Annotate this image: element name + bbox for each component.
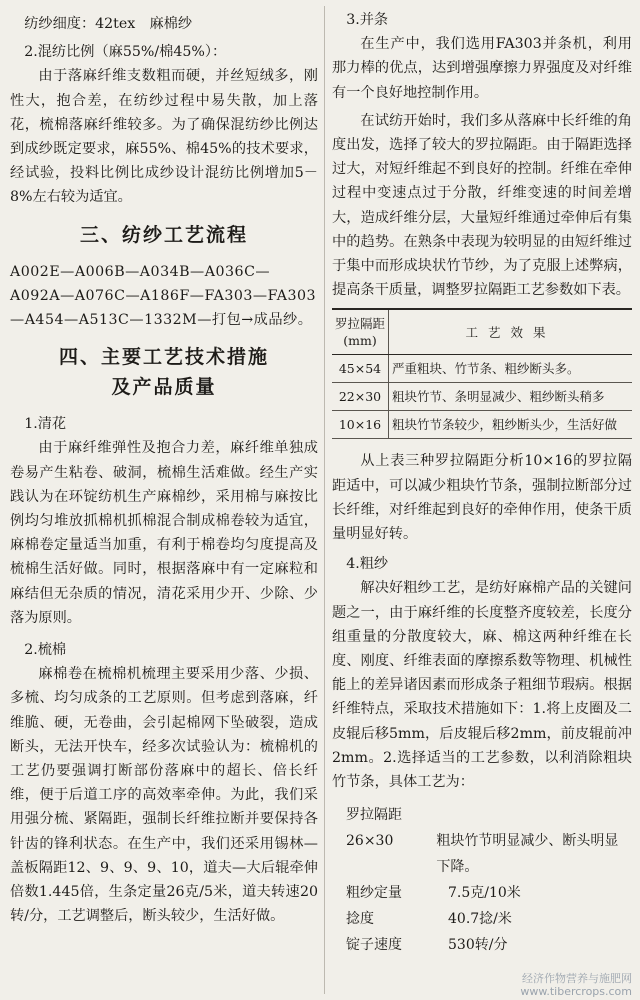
drawing-text-1: 在生产中，我们选用FA303并条机，利用那力棒的优点，达到增强摩擦力界强度及对纤维有一个良好地控制作用。	[332, 36, 632, 101]
param-value: 7.5克/10米	[448, 885, 521, 902]
column-divider	[324, 6, 325, 994]
watermark-title: 经济作物营养与施肥网	[522, 972, 632, 985]
table-row	[332, 383, 632, 411]
param-value: 530转/分	[448, 937, 508, 954]
param-label: 26×30	[346, 833, 394, 850]
param-value: 粗块竹节明显减少、断头明显下降。	[436, 833, 619, 876]
table-cell-gauge: 22×30	[332, 383, 389, 411]
param-label: 罗拉隔距	[346, 807, 402, 824]
roving-text: 解决好粗纱工艺，是纺好麻棉产品的关键问题之一，由于麻纤维的长度整齐度较差，长度分组重量的分散度较大，麻、棉这两种纤维在长度、刚度、纤维表面的摩擦系数等物理、机械性能上的差异诸因素而形成条子粗细节瑕病。根据纤维特点，采取技术措施如下：1.将上皮圈及二皮辊后移5mm，后皮辊后移2mm，前皮辊前冲2mm。2.选择适当的工艺参数，以利消除粗块竹节条，具体工艺为：	[332, 580, 632, 791]
param-row	[332, 802, 632, 828]
drawing-heading: 3.并条	[346, 12, 389, 28]
right-column	[332, 8, 632, 958]
table-cell-gauge: 10×16	[332, 411, 389, 439]
process-flow: A002E—A006B—A034B—A036C—A092A—A076C—A186F—FA303—FA303—A454—A513C—1332M—打包→成品纱。	[10, 263, 317, 329]
watermark-url: www.tibercrops.com	[520, 985, 632, 998]
param-value: 40.7捻/米	[448, 911, 512, 928]
carding-heading: 2.梳棉	[24, 642, 67, 659]
roller-gauge-table	[332, 308, 632, 439]
param-row	[332, 828, 632, 880]
table-header-row	[332, 309, 632, 355]
drawing-text-2: 在试纺开始时，我们多从落麻中长纤维的角度出发，选择了较大的罗拉隔距。由于隔距选择过大，对短纤维起不到良好的控制。纤维在牵伸过程中变速点过于分散，纤维变速的时间差增大，造成纤维分层，大量短纤维通过牵伸后有集中的趋势。在熟条中表现为较明显的由短纤维过于集中而形成块状竹节纱，为了克服上述弊病，提高条干质量，调整罗拉隔距工艺参数如下表。	[332, 112, 632, 299]
table-cell-effect: 粗块竹节、条明显减少、粗纱断头稍多	[389, 383, 633, 411]
carding-text: 麻棉卷在梳棉机梳理主要采用少落、少损、多梳、均匀成条的工艺原则。但考虑到落麻，纤维脆、硬，无卷曲，会引起棉网下坠破裂，造成断头，无法开快车，经多次试验认为：梳棉机的工艺仍要强调打断部份落麻中的超长、倍长纤维，便于后道工序的高效率牵伸。为此，我们采用强分梳、紧隔距，强制长纤维拉断并要保持各针齿的锋利状态。在生产中，我们还采用锡林—盖板隔距12、9、9、9、10，道夫—大后辊牵伸倍数1.445倍，生条定量26克/5米，道夫转速20转/分，工艺调整后，断头较少，生活好做。	[10, 666, 318, 925]
yarn-count: 纺纱细度：42tex 麻棉纱	[24, 16, 193, 32]
left-column	[10, 8, 318, 929]
param-row	[332, 906, 632, 932]
table-cell-gauge: 45×54	[332, 355, 389, 383]
blowing-text: 由于麻纤维弹性及抱合力差，麻纤维单独成卷易产生粘卷、破洞，梳棉生活难做。经生产实践认为在环锭纺机生产麻棉纱，采用棉与麻按比例均匀堆放抓棉机抓棉混合制成棉卷较为适宜，麻棉卷定量适当加重，有利于棉卷均匀度提高及梳棉生活好做。同时，根据落麻中有一定麻粒和麻结但无杂质的情况，清花采用少开、少除、少落为原则。	[10, 440, 318, 626]
roving-heading: 4.粗纱	[346, 556, 389, 573]
blend-ratio-text: 由于落麻纤维支数粗而硬，并丝短绒多，刚性大，抱合差，在纺纱过程中易失散，加上落花，梳棉落麻纤维较多。为了确保混纺纱比例达到成纱既定要求，麻55%、棉45%的技术要求，经试验，投料比例比成纱设计混纺比例增加5－8%左右较为适宜。	[10, 68, 318, 206]
table-header-effect: 工艺效果	[389, 309, 633, 355]
param-label: 锭子速度	[346, 937, 402, 954]
table-analysis-text: 从上表三种罗拉隔距分析10×16的罗拉隔距适中，可以减少粗块竹节条，强制拉断部分过长纤维，对纤维起到良好的牵伸作用，使条干质量明显好转。	[332, 453, 632, 543]
table-header-gauge: 罗拉隔距(mm)	[332, 309, 389, 355]
table-cell-effect: 粗块竹节条较少，粗纱断头少，生活好做	[389, 411, 633, 439]
param-value	[438, 802, 448, 828]
param-row	[332, 932, 632, 958]
section-4-title-line1: 四、主要工艺技术措施	[58, 346, 269, 369]
table-row	[332, 355, 632, 383]
param-row	[332, 880, 632, 906]
param-label: 捻度	[346, 911, 374, 928]
table-row	[332, 411, 632, 439]
table-cell-effect: 严重粗块、竹节条、粗纱断头多。	[389, 355, 633, 383]
section-3-title: 三、纺纱工艺流程	[79, 223, 248, 246]
section-4-title-line2: 及产品质量	[111, 376, 217, 399]
param-label: 粗纱定量	[346, 885, 402, 902]
blend-ratio-heading: 2.混纺比例（麻55%/棉45%）：	[24, 44, 227, 61]
site-watermark	[520, 972, 632, 998]
blowing-heading: 1.清花	[24, 416, 67, 433]
